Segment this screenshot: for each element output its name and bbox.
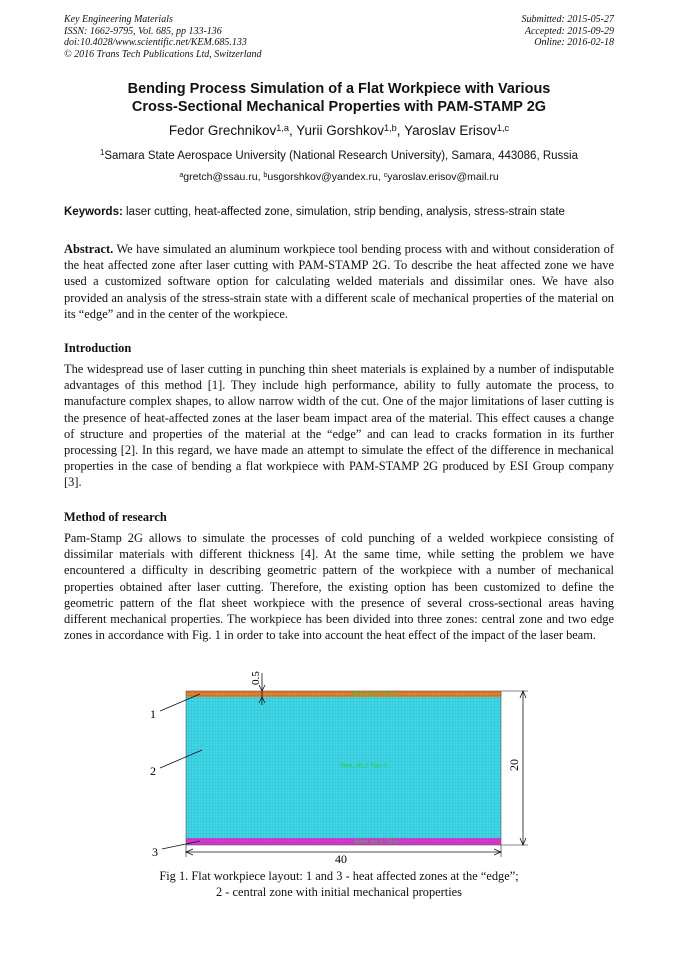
email-address[interactable]: yaroslav.erisov@mail.ru (387, 171, 499, 183)
author-separator: , (288, 123, 297, 138)
figure-caption (100, 868, 578, 900)
dim-top-label: 0.5 (250, 671, 262, 685)
online-date: Online: 2016-02-18 (534, 37, 614, 48)
zone-center-text: Blank_std_2, Thick 1 (340, 763, 387, 769)
author-affiliation-mark: 1,a (276, 122, 289, 133)
paper-title (40, 80, 638, 116)
journal-name: Key Engineering Materials (64, 14, 173, 25)
workpiece-figure (140, 665, 540, 875)
author-affiliation-mark: 1,c (496, 122, 510, 133)
dates-header (522, 14, 615, 49)
issn-line: ISSN: 1662-9795, Vol. 685, pp 133-136 (64, 25, 222, 37)
email-mark: a (179, 170, 184, 179)
zone-label-2: 2 (150, 764, 156, 778)
email-mark: b (263, 170, 268, 179)
method-heading: Method of research (64, 510, 167, 524)
introduction-text: The widespread use of laser cutting in punching thin sheet materials is explained by a number of indisputable advantages of this method [1]. They include high performance, ability to fully automate the process, to manufacture complex shapes, to allow narrow width of the cut. One of the major limitations of laser cutting is the presence of heat-affected zones at the laser beam impact area of the material. This effect causes a change of structure and properties of the material at the “edge” and can lead to cracks formation in its further processing [2]. In this regard, we have made an attempt to simulate the effect of the difference in mechanical properties in the case of bending a flat workpiece with PAM-STAMP 2G produced by ESI Group company [3]. (64, 362, 614, 490)
author-affiliation-mark: 1,b (384, 122, 397, 133)
email-mark: c (383, 170, 388, 179)
email-address[interactable]: usgorshkov@yandex.ru, (267, 171, 384, 183)
author-name: Yurii Gorshkov (296, 123, 385, 138)
keywords (64, 206, 624, 218)
journal-header (64, 14, 262, 60)
dim-width-label: 40 (335, 852, 347, 866)
zone-label-1: 1 (150, 707, 156, 721)
email-address[interactable]: gretch@ssau.ru, (183, 171, 264, 183)
submitted-date: Submitted: 2015-05-27 (521, 14, 614, 25)
affiliation (40, 150, 638, 162)
method-text: Pam-Stamp 2G allows to simulate the processes of cold punching of a welded workpiece consisting of dissimilar materials with different thickness [4]. At the same time, while setting the problem we have encountered a difficulty in describing geometric pattern of the workpiece with a number of mechanical properties obtained after laser cutting. Therefore, the existing option has been customized to define the geometric pattern of the flat sheet workpiece with the presence of several cross-sectional areas having different mechanical properties. The workpiece has been divided into three zones: central zone and two edge zones in accordance with Fig. 1 in order to take into account the heat effect of the impact of the laser beam. (64, 531, 614, 643)
keywords-text: laser cutting, heat-affected zone, simulation, strip bending, analysis, stress-strain state (122, 206, 565, 218)
abstract-text: We have simulated an aluminum workpiece tool bending process with and without consideration of the heat affected zone after laser cutting with PAM-STAMP 2G. To describe the heat affected zone we have used a customized software option for calculating welded materials and dissimilar ones. We have also provided an analysis of the stress-strain state with a different scale of mechanical properties of the material on its “edge” and in the center of the workpiece. (64, 242, 614, 321)
doi-line: doi:10.4028/www.scientific.net/KEM.685.133 (64, 37, 247, 48)
email-list (40, 171, 638, 183)
author-name: Fedor Grechnikov (168, 123, 277, 138)
accepted-date: Accepted: 2015-09-29 (524, 25, 614, 37)
zone-bottom-text: Blank_std_1, Thick 1 (355, 839, 402, 845)
dim-height-label: 20 (507, 759, 521, 771)
copyright-line: © 2016 Trans Tech Publications Ltd, Switzerland (64, 48, 262, 60)
introduction-heading: Introduction (64, 341, 132, 355)
author-list (40, 123, 638, 138)
caption-line-2: 2 - central zone with initial mechanical properties (216, 885, 462, 899)
author-separator: , (396, 123, 405, 138)
affiliation-text: Samara State Aerospace University (National Research University), Samara, 443086, Russia (104, 150, 578, 162)
abstract (64, 241, 614, 322)
title-line-1: Bending Process Simulation of a Flat Workpiece with Various (127, 81, 551, 97)
affiliation-mark: 1 (100, 148, 105, 158)
zone-label-3: 3 (152, 845, 158, 859)
zone-top-text: Blank_std_3, Thick 1 (352, 691, 399, 698)
bottom-edge-mesh (186, 838, 501, 845)
caption-line-1: Fig 1. Flat workpiece layout: 1 and 3 - heat affected zones at the “edge”; (159, 869, 519, 883)
author-name: Yaroslav Erisov (404, 123, 497, 138)
title-line-2: Cross-Sectional Mechanical Properties with PAM-STAMP 2G (131, 99, 547, 115)
top-edge-mesh (186, 691, 501, 697)
keywords-label: Keywords: (64, 206, 123, 218)
abstract-label: Abstract. (64, 242, 114, 256)
